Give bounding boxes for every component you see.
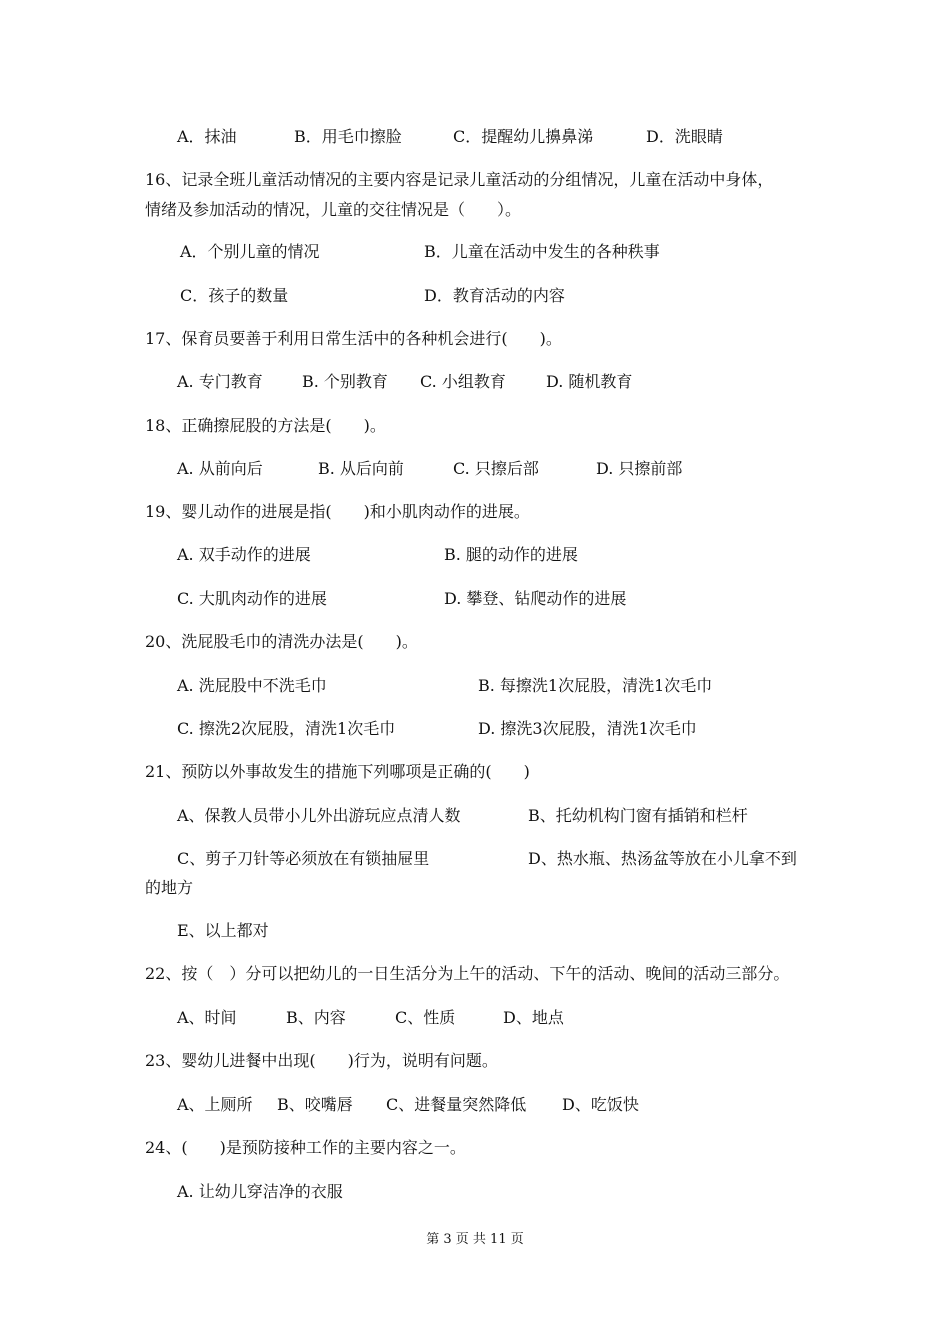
- q20-option-c: C. 擦洗2次屁股，清洗1次毛巾: [177, 719, 396, 738]
- q16-option-c: C．孩子的数量: [180, 286, 289, 305]
- q22-option-b: B、内容: [286, 1008, 346, 1027]
- q20-option-a: A. 洗屁股中不洗毛巾: [177, 676, 327, 695]
- q18-option-c: C. 只擦后部: [453, 459, 539, 478]
- q21-option-d-continued: 的地方: [145, 878, 194, 897]
- q21-option-d: D、热水瓶、热汤盆等放在小儿拿不到: [528, 849, 797, 868]
- q19-text: 19、婴儿动作的进展是指( )和小肌肉动作的进展。: [145, 502, 530, 521]
- q16-text-line1: 16、记录全班儿童活动情况的主要内容是记录儿童活动的分组情况，儿童在活动中身体，: [145, 170, 774, 189]
- page-footer: 第 3 页 共 11 页: [426, 1232, 524, 1247]
- q15-option-b: B．用毛巾擦脸: [294, 127, 402, 146]
- q17-option-a: A. 专门教育: [177, 372, 263, 391]
- q19-option-a: A. 双手动作的进展: [177, 545, 311, 564]
- q23-option-c: C、进餐量突然降低: [386, 1095, 527, 1114]
- q16-text-line2: 情绪及参加活动的情况，儿童的交往情况是（ ）。: [145, 200, 522, 219]
- q22-option-c: C、性质: [395, 1008, 456, 1027]
- q19-option-b: B. 腿的动作的进展: [444, 545, 578, 564]
- q21-option-a: A、保教人员带小儿外出游玩应点清人数: [177, 806, 461, 825]
- q24-option-a: A. 让幼儿穿洁净的衣服: [177, 1182, 343, 1201]
- q17-option-b: B. 个别教育: [302, 372, 388, 391]
- q23-option-d: D、吃饭快: [562, 1095, 639, 1114]
- q18-option-b: B. 从后向前: [318, 459, 404, 478]
- q18-option-a: A. 从前向后: [177, 459, 263, 478]
- q17-option-c: C. 小组教育: [420, 372, 506, 391]
- q24-text: 24、( )是预防接种工作的主要内容之一。: [145, 1138, 466, 1157]
- q21-option-e: E、以上都对: [177, 921, 269, 940]
- q19-option-c: C. 大肌肉动作的进展: [177, 589, 327, 608]
- q17-option-d: D. 随机教育: [546, 372, 633, 391]
- q23-text: 23、婴幼儿进餐中出现( )行为，说明有问题。: [145, 1051, 498, 1070]
- q15-option-d: D．洗眼睛: [646, 127, 723, 146]
- q21-text: 21、预防以外事故发生的措施下列哪项是正确的( ): [145, 762, 530, 781]
- q17-text: 17、保育员要善于利用日常生活中的各种机会进行( )。: [145, 329, 562, 348]
- q23-option-a: A、上厕所: [177, 1095, 253, 1114]
- q23-option-b: B、咬嘴唇: [277, 1095, 353, 1114]
- q20-text: 20、洗屁股毛巾的清洗办法是( )。: [145, 632, 418, 651]
- q16-option-a: A．个别儿童的情况: [180, 242, 320, 261]
- q19-option-d: D. 攀登、钻爬动作的进展: [444, 589, 627, 608]
- q20-option-d: D. 擦洗3次屁股，清洗1次毛巾: [478, 719, 697, 738]
- q21-option-c: C、剪子刀针等必须放在有锁抽屉里: [177, 849, 430, 868]
- q16-option-d: D．教育活动的内容: [424, 286, 565, 305]
- q16-option-b: B．儿童在活动中发生的各种秩事: [424, 242, 660, 261]
- q22-option-a: A、时间: [177, 1008, 237, 1027]
- q15-option-c: C．提醒幼儿擤鼻涕: [453, 127, 594, 146]
- q15-option-a: A．抹油: [177, 127, 237, 146]
- q18-option-d: D. 只擦前部: [596, 459, 683, 478]
- q22-option-d: D、地点: [503, 1008, 564, 1027]
- q18-text: 18、正确擦屁股的方法是( )。: [145, 416, 386, 435]
- q22-text: 22、按（ ）分可以把幼儿的一日生活分为上午的活动、下午的活动、晚间的活动三部分。: [145, 964, 790, 983]
- q20-option-b: B. 每擦洗1次屁股，清洗1次毛巾: [478, 676, 713, 695]
- q21-option-b: B、托幼机构门窗有插销和栏杆: [528, 806, 748, 825]
